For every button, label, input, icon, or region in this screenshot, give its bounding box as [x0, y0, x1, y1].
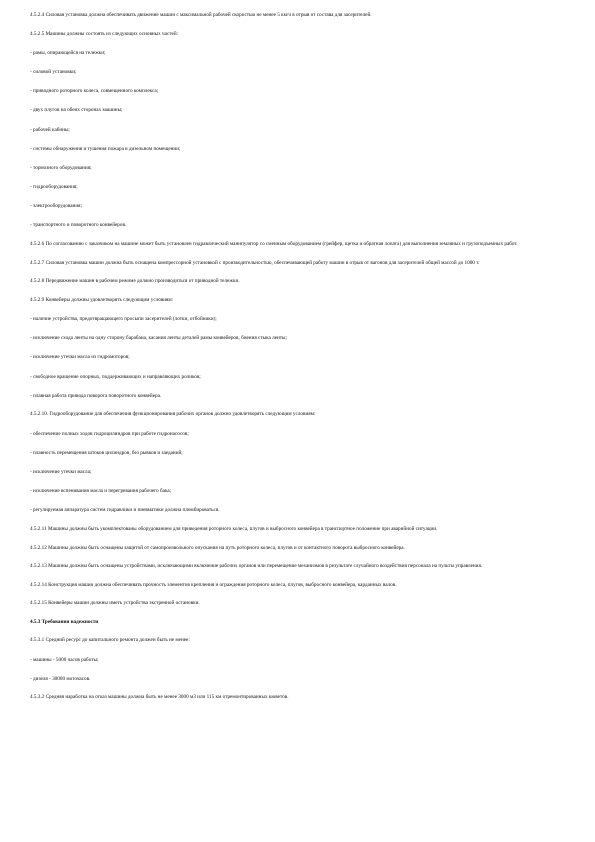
paragraph-4-5-2-12: 4.5.2.12 Машины должны быть оснащены защитой от самопроизвольного опускания на путь роторного колеса, плугов и от контактного поворота выбросного конвейера.: [30, 544, 405, 551]
list-item: - исключение утечки масла;: [30, 468, 92, 475]
paragraph-4-5-2-7: 4.5.2.7 Силовая установка машин должна быть оснащена компрессорной установкой с производительностью, обеспечивающей работу машин в отрыв от вагонов для засерителей общей массой до 1000 т.: [30, 259, 480, 266]
list-item: - транспортного и поворотного конвейеров.: [30, 222, 127, 229]
paragraph-4-5-2-15: 4.5.2.15 Конвейеры машин должны иметь устройства экстренной остановки.: [30, 600, 200, 607]
document-page: [30, 12, 570, 701]
paragraph-4-5-3-2: 4.5.3.2 Средняя наработка на отказ машины должна быть не менее 3000 м3 или 115 км отремонтированных кюветов.: [30, 694, 289, 701]
list-item: - приводного роторного колеса, совмещенного комплекса;: [30, 88, 159, 95]
list-item: - рамы, опирающейся на тележки;: [30, 49, 106, 56]
paragraph-4-5-2-10: 4.5.2.10. Гидрооборудование для обеспечения функционирования рабочих органов должно удовлетворять следующим условиям:: [30, 411, 316, 418]
list-item: - обеспечение полных ходов гидроцилиндров при работе гидронасосов;: [30, 430, 189, 437]
list-item: - системы обнаружения и тушения пожара в дизельном помещении;: [30, 145, 181, 152]
paragraph-4-5-2-5: 4.5.2.5 Машины должны состоять из следующих основных частей:: [30, 30, 179, 37]
list-item: - исключение схода ленты на одну сторону барабана, касания ленты деталей рамы конвейеров, биения стыка ленты;: [30, 335, 287, 342]
list-item: - свободное вращение опорных, поддерживающих и направляющих роликов;: [30, 373, 201, 380]
list-item: - дизеля - 30000 моточасов.: [30, 675, 91, 682]
paragraph-4-5-2-14: 4.5.2.14 Конструкция машин должна обеспечивать прочность элементов крепления и ограждения роторного колеса, плугов, выбросного конвейера, карданных валов.: [30, 581, 397, 588]
paragraph-4-5-2-9: 4.5.2.9 Конвейеры должны удовлетворять следующим условиям:: [30, 296, 174, 303]
list-item: - электрооборудования;: [30, 203, 82, 210]
paragraph-4-5-3-1: 4.5.3.1 Средний ресурс до капитального ремонта должен быть не менее:: [30, 637, 190, 644]
list-item: - тормозного оборудования;: [30, 164, 92, 171]
paragraph-4-5-2-13: 4.5.2.13 Машины должны быть оснащены устройствами, исключающими включение рабочих органов или перемещение механизмов в результате случайного воздействия персонала на пульты управления.: [30, 563, 483, 570]
list-item: - регулируемая аппаратура систем гидравлики и пневматики должна пломбироваться.: [30, 507, 220, 514]
list-item: - наличие устройства, предотвращающего просыпи засерителей (лотки, отбойники);: [30, 316, 217, 323]
paragraph-4-5-2-4: 4.5.2.4 Силовая установка должна обеспечивать движение машин с максимальной рабочей скоростью не менее 5 км/ч в отрыв от состава для засерителей.: [30, 12, 372, 18]
list-item: - силовой установки;: [30, 68, 77, 75]
list-item: - исключение утечки масла из гидромоторов;: [30, 354, 130, 361]
paragraph-4-5-2-6: 4.5.2.6 По согласованию с заказчиком на машине может быть установлен гидравлический манипулятор со сменным оборудованием (грейфер, щетка и обратная лопата) для выполнения земляных и грузоподъемных работ.: [30, 241, 518, 248]
list-item: - плавность перемещения штоков цилиндров, без рывков и заеданий;: [30, 449, 183, 456]
list-item: - плавная работа привода поворота поворотного конвейера.: [30, 392, 162, 399]
paragraph-4-5-2-11: 4.5.2.11 Машины должны быть укомплектованы оборудованием для приведения роторного колеса, плугов и выбросного конвейера в транспортное положение при аварийной ситуации.: [30, 525, 438, 532]
list-item: - машины - 5000 часов работы;: [30, 656, 99, 663]
section-heading-4-5-3: 4.5.3 Требования надежности: [30, 618, 99, 625]
list-item: - рабочей кабины;: [30, 126, 70, 133]
paragraph-4-5-2-8: 4.5.2.8 Передвижение машин в рабочем режиме должно производиться от приводной тележки.: [30, 278, 240, 285]
list-item: - гидрооборудования;: [30, 184, 78, 191]
list-item: - двух плугов на обеих сторонах машины;: [30, 107, 123, 114]
list-item: - исключение вспенивания масла и перегревания рабочего бака;: [30, 488, 172, 495]
